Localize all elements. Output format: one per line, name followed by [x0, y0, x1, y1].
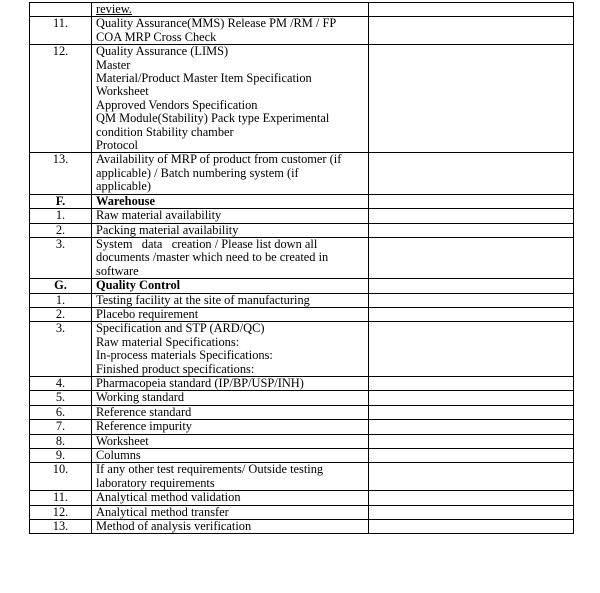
- description-line: Protocol: [96, 138, 138, 153]
- description-line: software: [96, 263, 139, 278]
- row-description: [92, 376, 369, 390]
- description-line: review.: [96, 2, 133, 16]
- description-line: Analytical method validation: [96, 490, 241, 505]
- row-number: 13.: [30, 153, 92, 194]
- table-row: [30, 505, 574, 519]
- table-row: [30, 307, 574, 321]
- description-line: documents /master which need to be created in: [96, 250, 329, 265]
- row-number: 3.: [30, 237, 92, 278]
- description-line: Quality Assurance (LIMS): [96, 44, 229, 59]
- table-row: [30, 491, 574, 505]
- description-line: If any other test requirements/ Outside testing: [96, 462, 324, 477]
- section-title-text: Quality Control: [96, 278, 181, 293]
- section-letter: G.: [30, 279, 92, 293]
- checklist-body: [30, 3, 574, 534]
- section-header-row: [30, 194, 574, 208]
- table-row: [30, 293, 574, 307]
- table-row: [30, 17, 574, 45]
- row-number: 12.: [30, 505, 92, 519]
- row-description: [92, 491, 369, 505]
- table-row: [30, 3, 574, 17]
- description-line: Raw material Specifications:: [96, 334, 240, 349]
- row-description: [92, 463, 369, 491]
- description-line: Material/Product Master Item Specification: [96, 71, 312, 86]
- response-cell: [369, 376, 574, 390]
- row-number: 11.: [30, 491, 92, 505]
- row-description: [92, 434, 369, 448]
- response-cell: [369, 194, 574, 208]
- row-number: 2.: [30, 307, 92, 321]
- description-line: laboratory requirements: [96, 475, 215, 490]
- description-line: In-process materials Specifications:: [96, 348, 273, 363]
- row-number: 4.: [30, 376, 92, 390]
- description-line: Availability of MRP of product from customer (if: [96, 152, 342, 167]
- row-description: [92, 420, 369, 434]
- response-cell: [369, 153, 574, 194]
- table-row: [30, 209, 574, 223]
- response-cell: [369, 237, 574, 278]
- description-line: Placebo requirement: [96, 307, 199, 321]
- row-number: 3.: [30, 322, 92, 377]
- description-line: condition Stability chamber: [96, 124, 234, 139]
- row-description: [92, 237, 369, 278]
- table-row: [30, 223, 574, 237]
- description-line: Specification and STP (ARD/QC): [96, 321, 265, 336]
- row-number: 2.: [30, 223, 92, 237]
- table-row: [30, 153, 574, 194]
- row-description: [92, 45, 369, 153]
- description-line: Packing material availability: [96, 223, 239, 237]
- response-cell: [369, 279, 574, 293]
- section-title: [92, 194, 369, 208]
- response-cell: [369, 307, 574, 321]
- row-number: 1.: [30, 209, 92, 223]
- table-row: [30, 449, 574, 463]
- response-cell: [369, 223, 574, 237]
- table-row: [30, 237, 574, 278]
- response-cell: [369, 420, 574, 434]
- description-line: applicable) / Batch numbering system (if: [96, 165, 299, 180]
- description-line: Approved Vendors Specification: [96, 97, 258, 112]
- row-number: 13.: [30, 520, 92, 534]
- response-cell: [369, 293, 574, 307]
- table-row: [30, 463, 574, 491]
- row-description: [92, 153, 369, 194]
- section-letter: F.: [30, 194, 92, 208]
- table-row: [30, 520, 574, 534]
- description-line: Method of analysis verification: [96, 519, 252, 534]
- row-number: 1.: [30, 293, 92, 307]
- description-line: Columns: [96, 448, 141, 462]
- table-row: [30, 391, 574, 405]
- response-cell: [369, 3, 574, 17]
- row-number: 5.: [30, 391, 92, 405]
- row-number: 10.: [30, 463, 92, 491]
- table-row: [30, 45, 574, 153]
- description-line: Master: [96, 57, 131, 72]
- response-cell: [369, 405, 574, 419]
- table-row: [30, 420, 574, 434]
- response-cell: [369, 209, 574, 223]
- row-description: [92, 391, 369, 405]
- description-line: Finished product specifications:: [96, 361, 255, 376]
- row-number: 8.: [30, 434, 92, 448]
- row-description: [92, 17, 369, 45]
- description-line: Pharmacopeia standard (IP/BP/USP/INH): [96, 376, 304, 390]
- row-number: 9.: [30, 449, 92, 463]
- response-cell: [369, 505, 574, 519]
- row-description: [92, 209, 369, 223]
- table-row: [30, 434, 574, 448]
- description-line: QM Module(Stability) Pack type Experimental: [96, 111, 330, 126]
- response-cell: [369, 322, 574, 377]
- description-line: Reference impurity: [96, 419, 192, 434]
- description-line: Working standard: [96, 390, 185, 405]
- description-line: Raw material availability: [96, 208, 222, 223]
- description-line: Testing facility at the site of manufacturing: [96, 293, 310, 307]
- row-description: [92, 405, 369, 419]
- row-description: [92, 293, 369, 307]
- section-title-text: Warehouse: [96, 194, 155, 208]
- row-description: [92, 307, 369, 321]
- description-line: Worksheet: [96, 84, 149, 99]
- row-description: [92, 520, 369, 534]
- section-header-row: [30, 279, 574, 293]
- description-line: COA MRP Cross Check: [96, 29, 217, 44]
- row-number: 7.: [30, 420, 92, 434]
- row-number: 11.: [30, 17, 92, 45]
- response-cell: [369, 17, 574, 45]
- response-cell: [369, 434, 574, 448]
- response-cell: [369, 391, 574, 405]
- table-row: [30, 405, 574, 419]
- response-cell: [369, 520, 574, 534]
- row-description: [92, 322, 369, 377]
- row-description: [92, 223, 369, 237]
- row-number: [30, 3, 92, 17]
- row-number: 6.: [30, 405, 92, 419]
- row-description: [92, 505, 369, 519]
- description-line: Analytical method transfer: [96, 505, 229, 519]
- row-description: [92, 449, 369, 463]
- row-number: 12.: [30, 45, 92, 153]
- response-cell: [369, 449, 574, 463]
- table-row: [30, 376, 574, 390]
- row-description: [92, 3, 369, 17]
- description-line: Quality Assurance(MMS) Release PM /RM / FP: [96, 16, 337, 31]
- description-line: System data creation / Please list down all: [96, 237, 318, 251]
- checklist-table: [29, 2, 574, 534]
- description-line: applicable): [96, 179, 152, 194]
- section-title: [92, 279, 369, 293]
- description-line: Worksheet: [96, 434, 149, 448]
- description-line: Reference standard: [96, 405, 192, 419]
- response-cell: [369, 45, 574, 153]
- table-row: [30, 322, 574, 377]
- response-cell: [369, 463, 574, 491]
- response-cell: [369, 491, 574, 505]
